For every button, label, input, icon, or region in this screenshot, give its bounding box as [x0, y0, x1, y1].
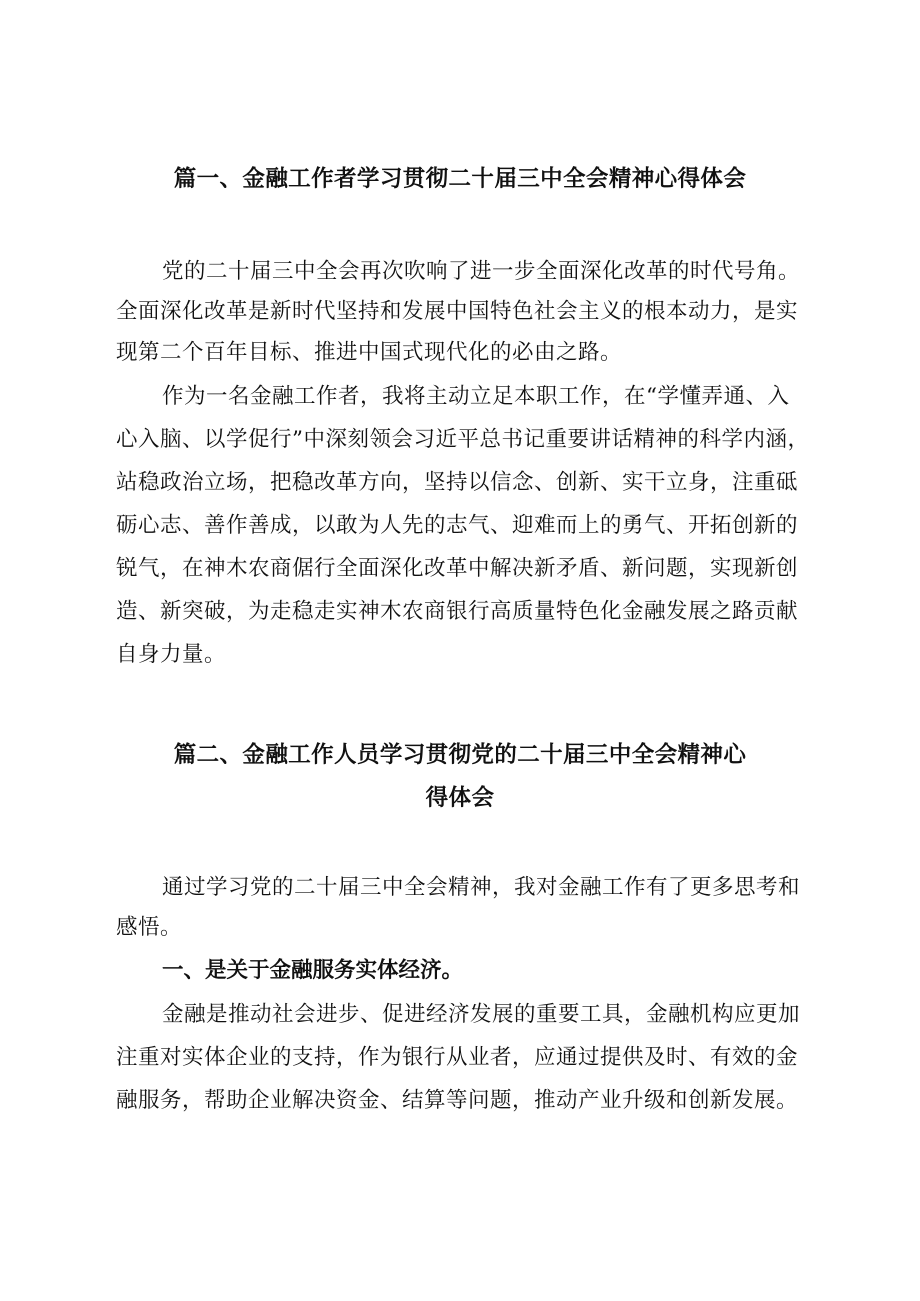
- section2-subheading: 一、是关于金融服务实体经济。: [162, 958, 464, 983]
- section1-p2-line4: 砺心志、善作善成，以敢为人先的志气、迎难而上的勇气、开拓创新的: [116, 513, 799, 538]
- section2-title-line2: 得体会: [425, 785, 495, 811]
- section2-p-line3: 融服务，帮助企业解决资金、结算等问题，推动产业升级和创新发展。: [116, 1088, 799, 1113]
- section1-title: 篇一、金融工作者学习贯彻二十届三中全会精神心得体会: [173, 166, 747, 192]
- section2-title-line1: 篇二、金融工作人员学习贯彻党的二十届三中全会精神心: [173, 742, 747, 768]
- section2-p-line1: 金融是推动社会进步、促进经济发展的重要工具，金融机构应更加: [162, 1002, 801, 1027]
- section1-p2-line2: 心入脑、以学促行”中深刻领会习近平总书记重要讲话精神的科学内涵，: [116, 427, 810, 452]
- section1-p2-line7: 自身力量。: [116, 642, 227, 667]
- section1-p2-line3: 站稳政治立场，把稳改革方向，坚持以信念、创新、实干立身，注重砥: [116, 470, 799, 495]
- section1-p2-line5: 锐气，在神木农商倨行全面深化改革中解决新矛盾、新问题，实现新创: [116, 556, 799, 581]
- section2-p-line2: 注重对实体企业的支持，作为银行从业者，应通过提供及时、有效的金: [116, 1045, 799, 1070]
- section1-p1-line2: 全面深化改革是新时代坚持和发展中国特色社会主义的根本动力，是实: [116, 299, 799, 324]
- section2-intro-line2: 感悟。: [116, 915, 183, 940]
- section2-intro-line1: 通过学习党的二十届三中全会精神，我对金融工作有了更多思考和: [162, 875, 801, 900]
- section1-p2-line6: 造、新突破，为走稳走实神木农商银行高质量特色化金融发展之路贡献: [116, 599, 799, 624]
- section1-p1-line1: 党的二十届三中全会再次吹响了进一步全面深化改革的时代号角。: [162, 259, 801, 284]
- section1-p1-line3: 现第二个百年目标、推进中国式现代化的必由之路。: [116, 340, 623, 365]
- section1-p2-line1: 作为一名金融工作者，我将主动立足本职工作，在“学懂弄通、入: [162, 384, 790, 409]
